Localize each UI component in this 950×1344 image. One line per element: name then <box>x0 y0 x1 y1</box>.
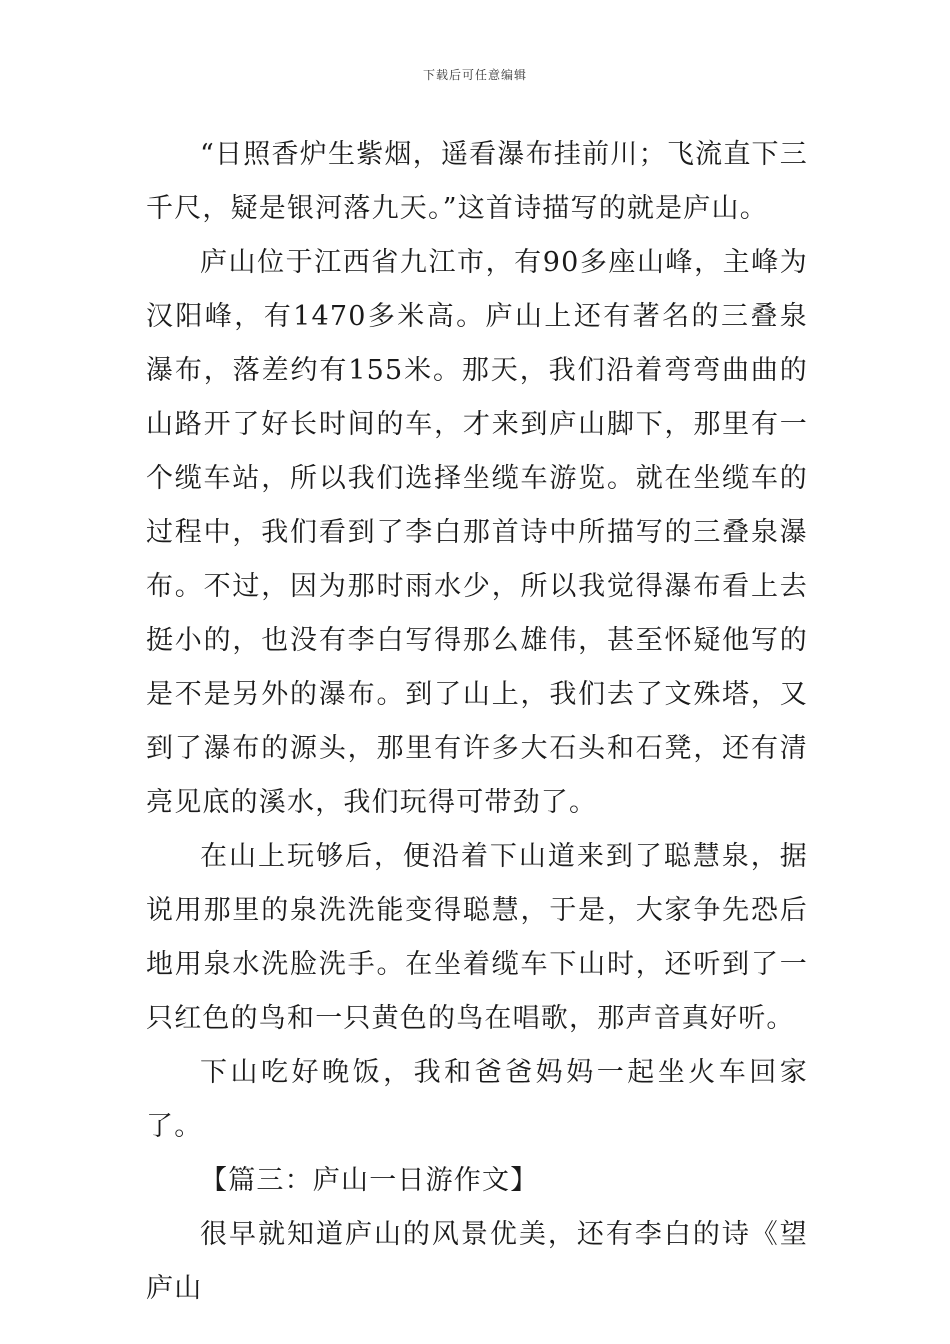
paragraph-going-home: 下山吃好晚饭，我和爸爸妈妈一起坐火车回家了。 <box>146 1057 808 1142</box>
document-body <box>146 128 808 1316</box>
section-heading: 【篇三：庐山一日游作文】 <box>200 1165 539 1196</box>
paragraph-lushan-description: 庐山位于江西省九江市，有90多座山峰，主峰为汉阳峰，有1470多米高。庐山上还有著名的三叠泉瀑布，落差约有155米。那天，我们沿着弯弯曲曲的山路开了好长时间的车，才来到庐山脚下，那里有一个缆车站，所以我们选择坐缆车游览。就在坐缆车的过程中，我们看到了李白那首诗中所描写的三叠泉瀑布。不过，因为那时雨水少，所以我觉得瀑布看上去挺小的，也没有李白写得那么雄伟，甚至怀疑他写的是不是另外的瀑布。到了山上，我们去了文殊塔，又到了瀑布的源头，那里有许多大石头和石凳，还有清亮见底的溪水，我们玩得可带劲了。 <box>146 247 808 818</box>
paragraph-poem-intro: “日照香炉生紫烟，遥看瀑布挂前川；飞流直下三千尺，疑是银河落九天。”这首诗描写的就是庐山。 <box>146 139 808 224</box>
paragraph-wisdom-spring: 在山上玩够后，便沿着下山道来到了聪慧泉，据说用那里的泉洗洗能变得聪慧，于是，大家争先恐后地用泉水洗脸洗手。在坐着缆车下山时，还听到了一只红色的鸟和一只黄色的鸟在唱歌，那声音真好听。 <box>146 841 808 1034</box>
page-header: 下载后可任意编辑 <box>422 68 527 82</box>
paragraph-section-three-start: 很早就知道庐山的风景优美，还有李白的诗《望庐山 <box>146 1219 808 1304</box>
